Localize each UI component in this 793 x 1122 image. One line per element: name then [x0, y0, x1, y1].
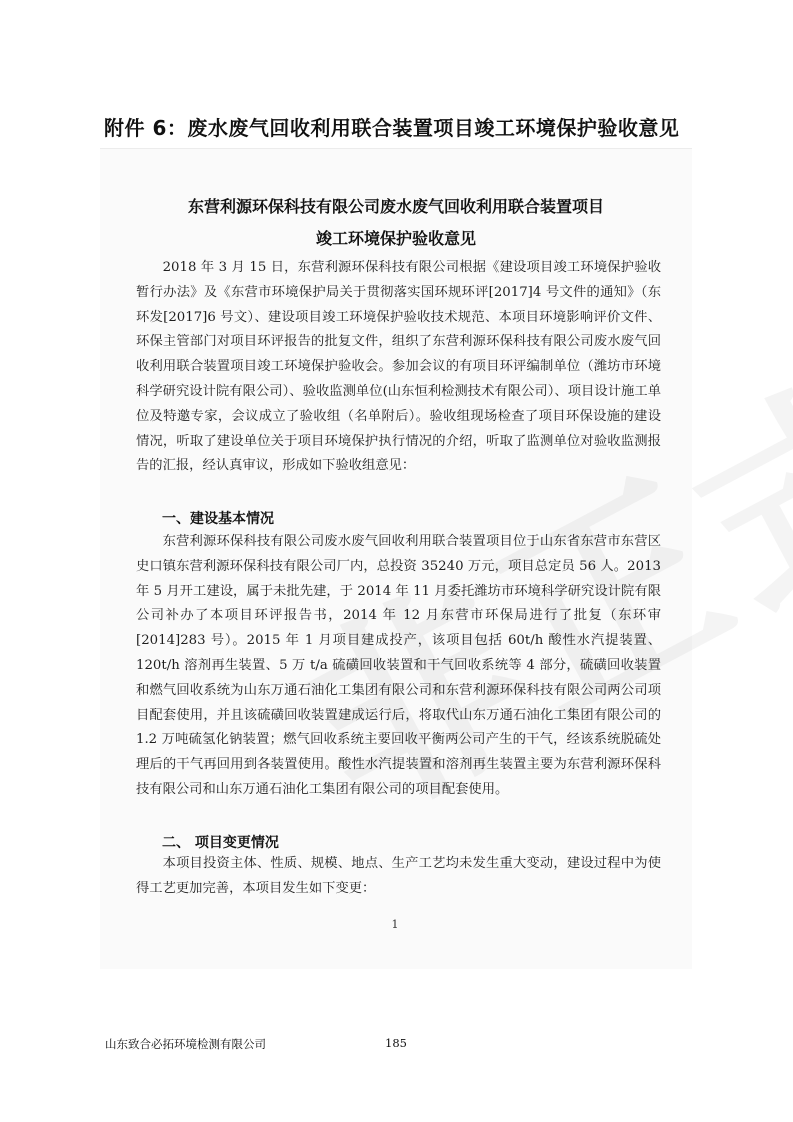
document-title-line1: 东营利源环保科技有限公司废水废气回收利用联合装置项目: [187, 197, 604, 216]
appendix-title: 附件 6：废水废气回收利用联合装置项目竣工环境保护验收意见: [104, 116, 680, 140]
section-heading-project-changes: 二、 项目变更情况: [162, 835, 279, 851]
basic-info-paragraph: 东营利源环保科技有限公司废水废气回收利用联合装置项目位于山东省东营市东营区史口镇东营利源环保科技有限公司厂内，总投资 35240 万元，项目总定员 56 人。2013 年 5 月开工建设，属于未批先建，于 2014 年 11 月委托潍坊市环境科学研究设计院有限公司补办了本项目环评报告书，2014 年 12 月东营市环保局进行了批复（东环审[2014]283 号）。2015 年 1 月项目建成投产，该项目包括 60t/h 酸性水汽提装置、120t/h 溶剂再生装置、5 万 t/a 硫磺回收装置和干气回收系统等 4 部分，硫磺回收装置和燃气回收系统为山东万通石油化工集团有限公司和东营利源环保科技有限公司两公司项目配套使用，并且该硫磺回收装置建成运行后，将取代山东万通石油化工集团有限公司的 1.2 万吨硫氢化钠装置；燃气回收系统主要回收平衡两公司产生的干气，经该系统脱硫处理后的干气再回用到各装置使用。酸性水汽提装置和溶剂再生装置主要为东营利源环保科技有限公司和山东万通石油化工集团有限公司的项目配套使用。: [136, 534, 661, 797]
document-title-line2: 竣工环境保护验收意见: [315, 229, 476, 248]
intro-paragraph: 2018 年 3 月 15 日，东营利源环保科技有限公司根据《建设项目竣工环境保护验收暂行办法》及《东营市环境保护局关于贯彻落实国环规环评[2017]4 号文件的通知》（东环发[2017]6 号文）、建设项目竣工环境保护验收技术规范、本项目环境影响评价文件、环保主管部门对项目环评报告的批复文件，组织了东营利源环保科技有限公司废水废气回收利用联合装置项目竣工环境保护验收会。参加会议的有项目环评编制单位（潍坊市环境科学研究设计院有限公司）、验收监测单位(山东恒利检测技术有限公司）、项目设计施工单位及特邀专家，会议成立了验收组（名单附后）。验收组现场检查了项目环保设施的建设情况，听取了建设单位关于项目环境保护执行情况的介绍，听取了监测单位对验收监测报告的汇报，经认真审议，形成如下验收组意见：: [136, 260, 661, 474]
footer-company-name: 山东致合必拓环境检测有限公司: [105, 1037, 266, 1051]
section-heading-basic-info: 一、建设基本情况: [162, 511, 274, 527]
inner-page-number: 1: [391, 918, 399, 931]
footer-page-number: 185: [385, 1036, 407, 1050]
project-changes-paragraph: 本项目投资主体、性质、规模、地点、生产工艺均未发生重大变动，建设过程中为使得工艺更加完善，本项目发生如下变更：: [136, 856, 661, 896]
